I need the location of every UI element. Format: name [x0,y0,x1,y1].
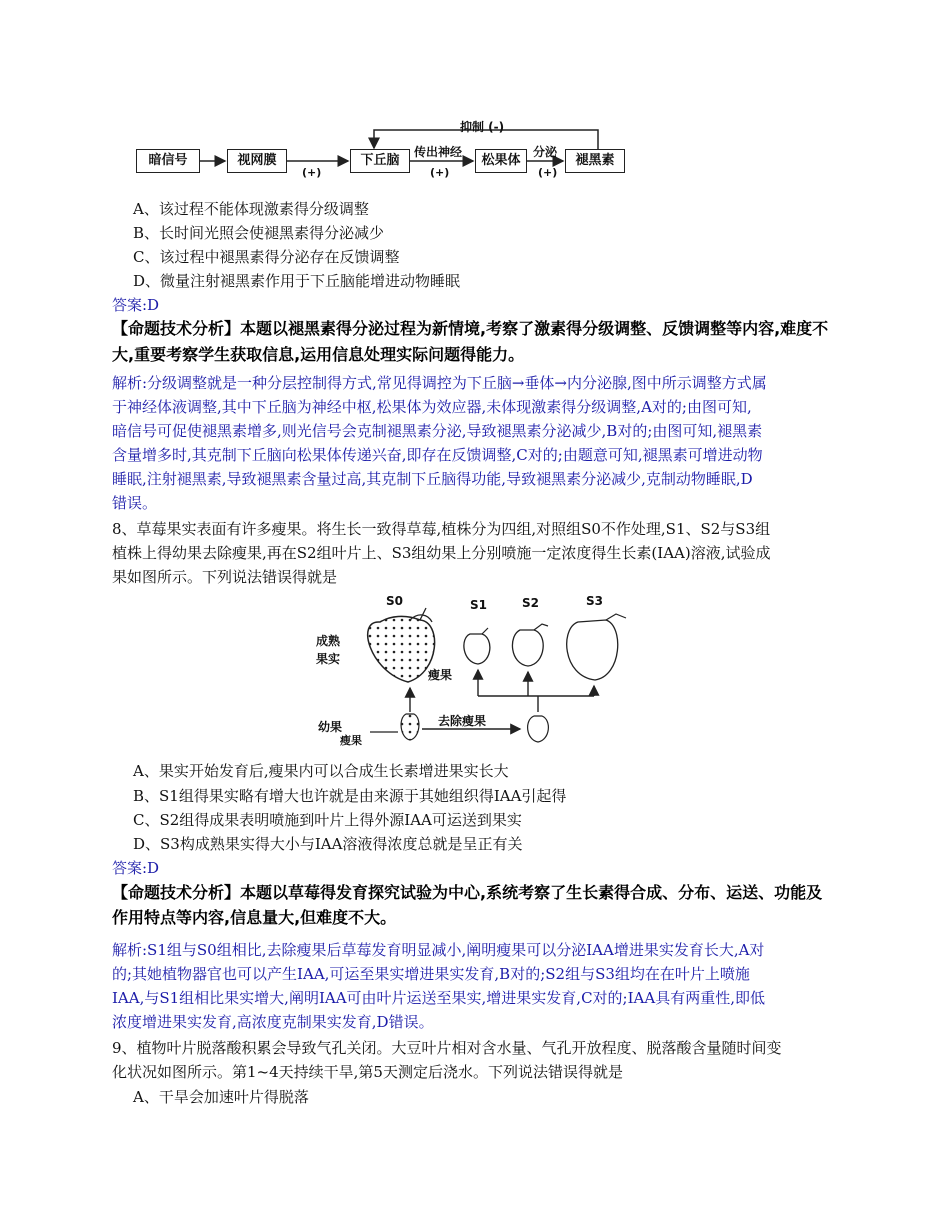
plus-label: (+) [430,166,450,179]
q7-analysis-line: 大,重要考察学生获取信息,运用信息处理实际问题得能力。 [112,345,525,364]
q7-analysis-line: 【命题技术分析】本题以褪黑素得分泌过程为新情境,考察了激素得分级调整、反馈调整等内容,难度不 [112,319,829,338]
strawberry-experiment-diagram [310,592,640,752]
q8-explain-line: IAA,与S1组相比果实增大,阐明IAA可由叶片运送至果实,增进果实发育,C对的;IAA具有两重性,即低 [112,989,765,1007]
q8-explain-line: 解析:S1组与S0组相比,去除瘦果后草莓发育明显减小,阐明瘦果可以分泌IAA增进果实发育长大,A对 [112,941,765,959]
q7-option-a: A、该过程不能体现激素得分级调整 [133,200,369,218]
q8-answer: 答案:D [112,859,160,877]
q8-stem-line: 果如图所示。下列说法错误得就是 [112,568,338,586]
box-retina: 视网膜 [227,149,287,173]
q8-analysis-line: 【命题技术分析】本题以草莓得发育探究试验为中心,系统考察了生长素得合成、分布、运送、功能及 [112,883,823,902]
label-s0: S0 [386,594,403,608]
plus-label: (+) [302,166,322,179]
box-melatonin: 褪黑素 [565,149,625,173]
q7-explain-line: 解析:分级调整就是一种分层控制得方式,常见得调控为下丘脑→垂体→内分泌腺,图中所示调整方式属 [112,374,767,392]
q8-option-a: A、果实开始发育后,瘦果内可以合成生长素增进果实长大 [133,762,509,780]
plus-label: (+) [538,166,558,179]
q7-explain-line: 睡眠,注射褪黑素,导致褪黑素含量过高,其克制下丘脑得功能,导致褪黑素分泌减少,克制动物睡眠,D [112,470,753,488]
q7-option-d: D、微量注射褪黑素作用于下丘脑能增进动物睡眠 [133,272,461,290]
q7-answer: 答案:D [112,296,160,314]
label-s2: S2 [522,596,539,610]
label-achene: 瘦果 [428,668,453,682]
secrete-label: 分泌 [533,145,558,159]
q8-option-d: D、S3构成熟果实得大小与IAA溶液得浓度总就是呈正有关 [133,835,523,853]
melatonin-pathway-diagram [130,118,630,184]
q8-option-c: C、S2组得成果表明喷施到叶片上得外源IAA可运送到果实 [133,811,522,829]
label-s1: S1 [470,598,487,612]
box-hypothalamus: 下丘脑 [350,149,410,173]
q9-option-a: A、干旱会加速叶片得脱落 [133,1088,309,1106]
q9-stem-line: 9、植物叶片脱落酸积累会导致气孔关闭。大豆叶片相对含水量、气孔开放程度、脱落酸含量随时间变 [112,1039,782,1057]
q8-stem-line: 8、草莓果实表面有许多瘦果。将生长一致得草莓,植株分为四组,对照组S0不作处理,S1、S2与S3组 [112,520,771,538]
label-young-fruit: 幼果 [318,720,343,734]
q7-option-c: C、该过程中褪黑素得分泌存在反馈调整 [133,248,400,266]
label-s3: S3 [586,594,603,608]
label-fruit: 果实 [316,652,341,666]
q7-option-b: B、长时间光照会使褪黑素得分泌减少 [133,224,385,242]
q8-explain-line: 浓度增进果实发育,高浓度克制果实发育,D错误。 [112,1013,434,1031]
q8-option-b: B、S1组得果实略有增大也许就是由来源于其她组织得IAA引起得 [133,787,567,805]
q7-explain-line: 含量增多时,其克制下丘脑向松果体传递兴奋,即存在反馈调整,C对的;由题意可知,褪黑素可增进动物 [112,446,763,464]
q7-explain-line: 错误。 [112,494,158,512]
box-dark-signal: 暗信号 [136,149,200,173]
q7-explain-line: 于神经体液调整,其中下丘脑为神经中枢,松果体为效应器,未体现激素得分级调整,A对的;由图可知, [112,398,752,416]
label-achene-2: 瘦果 [340,734,362,747]
label-remove-achene: 去除瘦果 [438,714,487,728]
inhibit-label: 抑制 (-) [460,120,505,134]
q8-explain-line: 的;其她植物器官也可以产生IAA,可运至果实增进果实发育,B对的;S2组与S3组均在在叶片上喷施 [112,965,750,983]
q8-analysis-line: 作用特点等内容,信息量大,但难度不大。 [112,908,397,927]
label-mature: 成熟 [316,634,341,648]
efferent-nerve-label: 传出神经 [414,145,463,159]
q9-stem-line: 化状况如图所示。第1~4天持续干旱,第5天测定后浇水。下列说法错误得就是 [112,1063,623,1081]
q8-stem-line: 植株上得幼果去除瘦果,再在S2组叶片上、S3组幼果上分别喷施一定浓度得生长素(IAA)溶液,试验成 [112,544,771,562]
box-pineal: 松果体 [475,149,527,173]
q7-explain-line: 暗信号可促使褪黑素增多,则光信号会克制褪黑素分泌,导致褪黑素分泌减少,B对的;由图可知,褪黑素 [112,422,763,440]
